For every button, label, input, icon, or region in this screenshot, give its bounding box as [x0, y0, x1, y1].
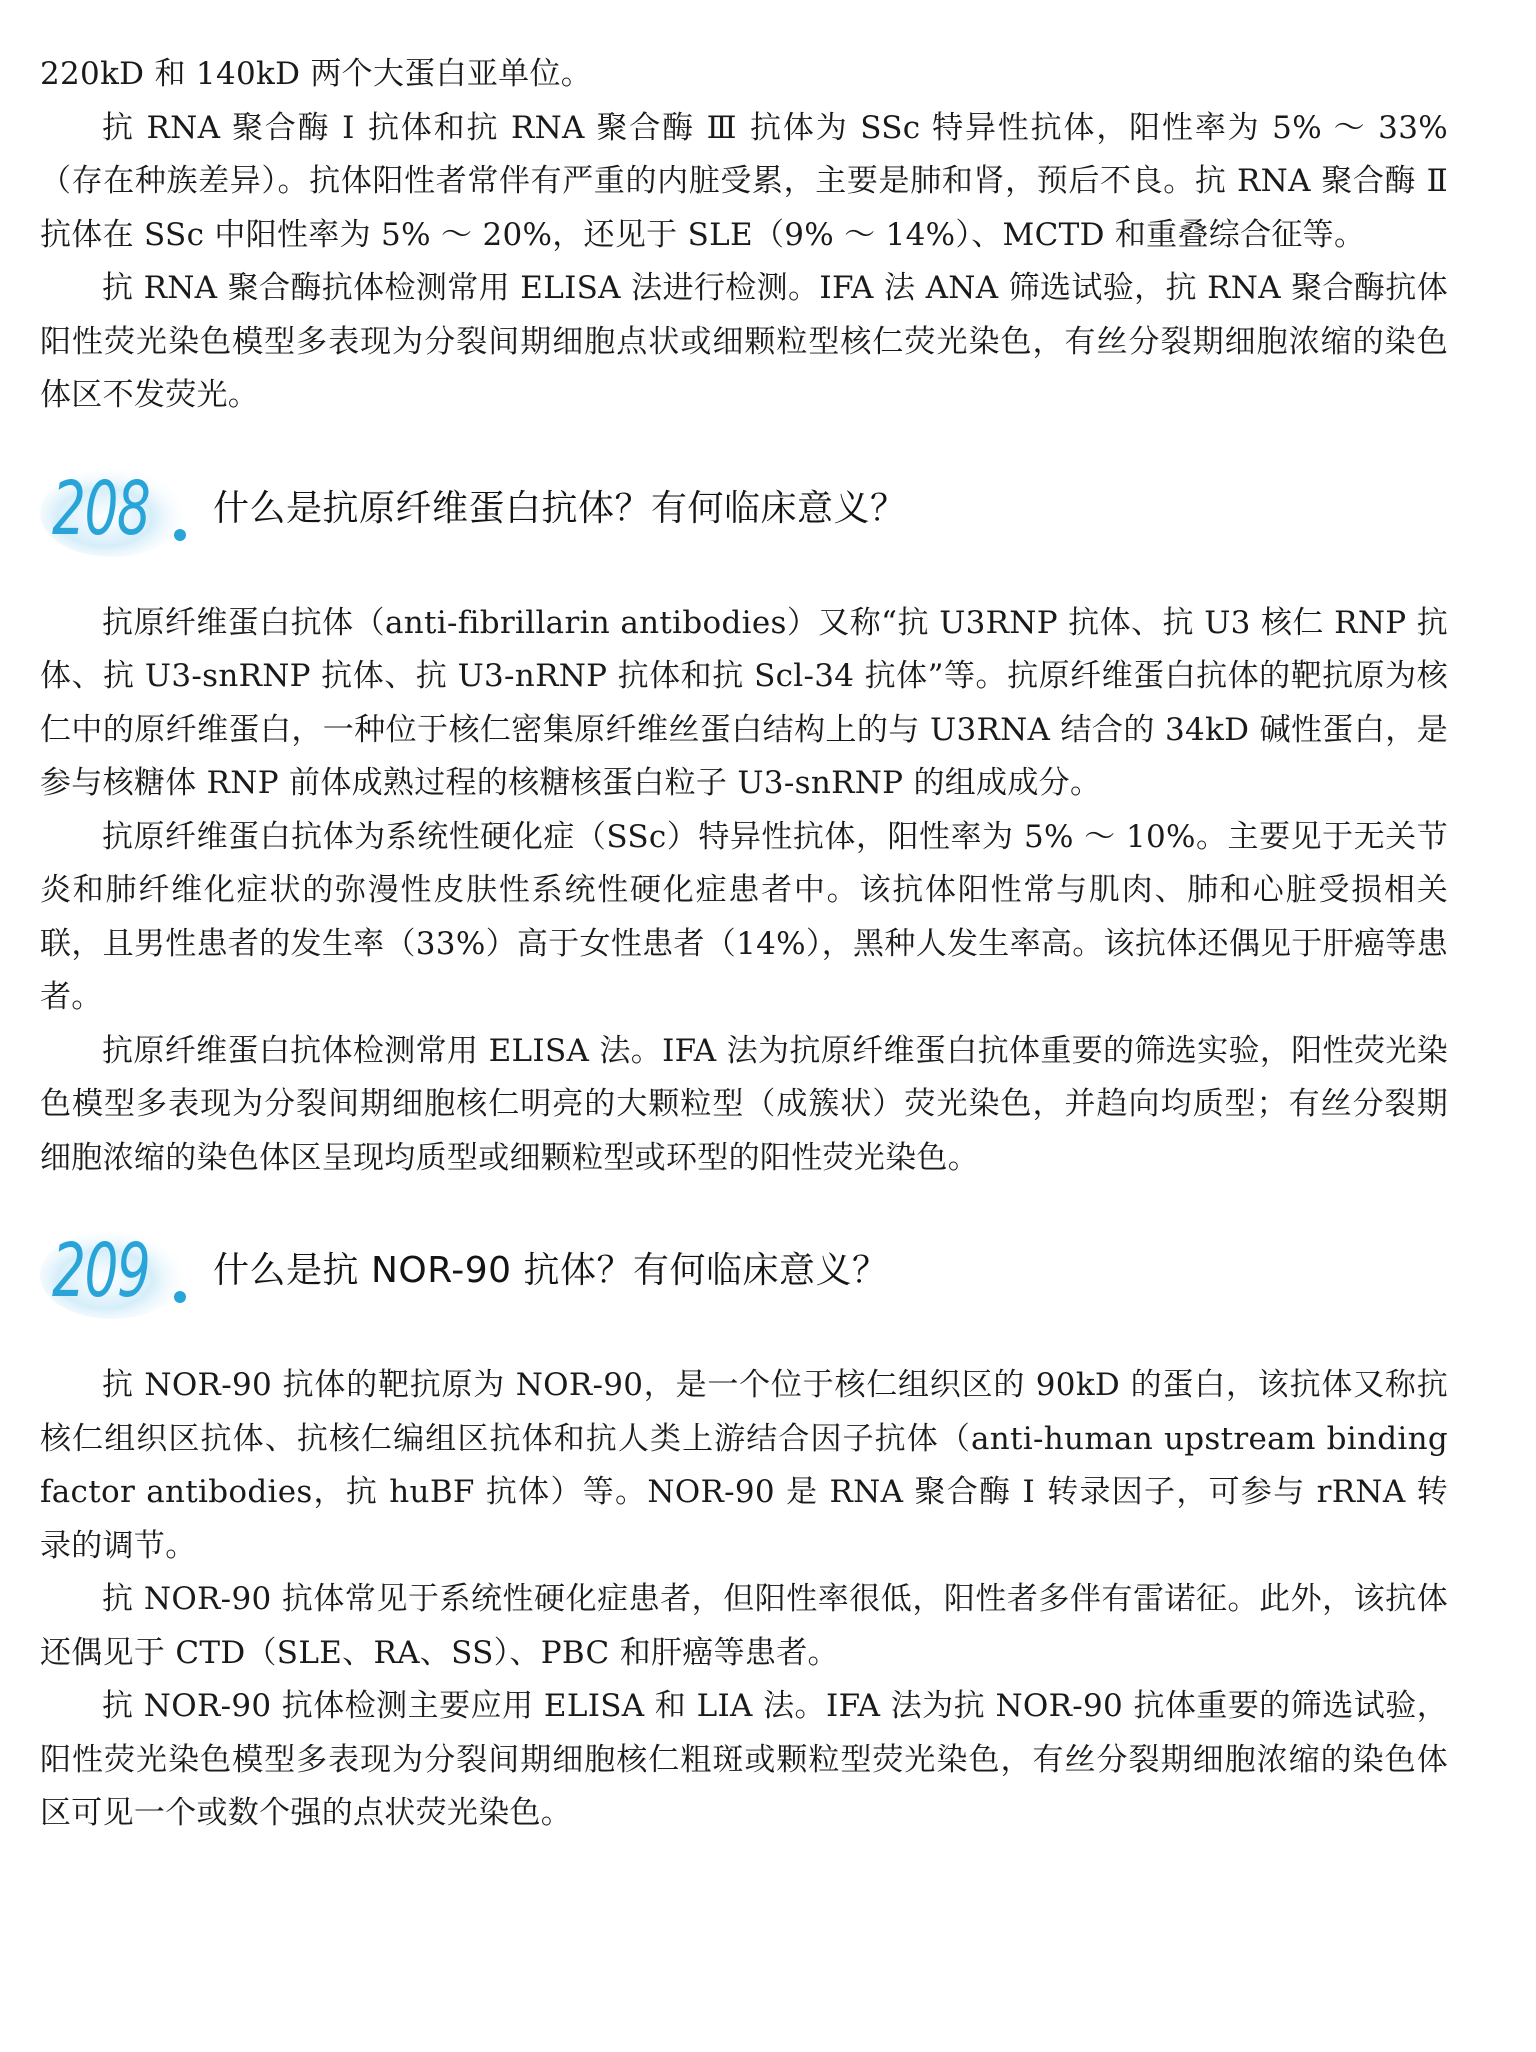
section-208-number: 208 — [52, 465, 150, 552]
intro-paragraph-1: 220kD 和 140kD 两个大蛋白亚单位。 — [40, 56, 593, 92]
section-208-paragraph-2: 抗原纤维蛋白抗体为系统性硬化症（SSc）特异性抗体，阳性率为 5% ～ 10%。主要见于无关节炎和肺纤维化症状的弥漫性皮肤性系统性硬化症患者中。该抗体阳性常与肌肉、肺和心脏受损相关联，且男性患者的发生率（33%）高于女性患者（14%），黑种人发生率高。该抗体还偶见于肝癌等患者。 — [40, 818, 1448, 1015]
section-208-title: 什么是抗原纤维蛋白抗体？有何临床意义？ — [213, 487, 907, 529]
section-208-number-badge — [40, 459, 205, 559]
section-209-paragraph-2: 抗 NOR-90 抗体常见于系统性硬化症患者，但阳性率很低，阳性者多伴有雷诺征。此外，该抗体还偶见于 CTD（SLE、RA、SS）、PBC 和肝癌等患者。 — [40, 1581, 1448, 1671]
intro-paragraph-3: 抗 RNA 聚合酶抗体检测常用 ELISA 法进行检测。IFA 法 ANA 筛选试验，抗 RNA 聚合酶抗体阳性荧光染色模型多表现为分裂间期细胞点状或细颗粒型核仁荧光染色，有丝分裂期细胞浓缩的染色体区不发荧光。 — [40, 270, 1448, 413]
section-209-title: 什么是抗 NOR-90 抗体？有何临床意义？ — [213, 1250, 889, 1292]
section-209-number: 209 — [52, 1228, 150, 1314]
intro-paragraph-2: 抗 RNA 聚合酶 Ⅰ 抗体和抗 RNA 聚合酶 Ⅲ 抗体为 SSc 特异性抗体，阳性率为 5% ～ 33%（存在种族差异）。抗体阳性者常伴有严重的内脏受累，主要是肺和肾，预后不良。抗 RNA 聚合酶 Ⅱ 抗体在 SSc 中阳性率为 5% ～ 20%，还见于 SLE（9% ～ 14%）、MCTD 和重叠综合征等。 — [40, 109, 1448, 253]
section-209-heading — [40, 1221, 1448, 1321]
section-208-paragraph-3: 抗原纤维蛋白抗体检测常用 ELISA 法。IFA 法为抗原纤维蛋白抗体重要的筛选实验，阳性荧光染色模型多表现为分裂间期细胞核仁明亮的大颗粒型（成簇状）荧光染色，并趋向均质型；有丝分裂期细胞浓缩的染色体区呈现均质型或细颗粒型或环型的阳性荧光染色。 — [40, 1032, 1448, 1176]
section-208-paragraph-1: 抗原纤维蛋白抗体（anti-fibrillarin antibodies）又称“抗 U3RNP 抗体、抗 U3 核仁 RNP 抗体、抗 U3-snRNP 抗体、抗 U3-nRNP 抗体和抗 Scl-34 抗体”等。抗原纤维蛋白抗体的靶抗原为核仁中的原纤维蛋白，一种位于核仁密集原纤维丝蛋白结构上的与 U3RNA 结合的 34kD 碱性蛋白，是参与核糖体 RNP 前体成熟过程的核糖核蛋白粒子 U3-snRNP 的组成成分。 — [40, 604, 1448, 801]
section-209-paragraph-3: 抗 NOR-90 抗体检测主要应用 ELISA 和 LIA 法。IFA 法为抗 NOR-90 抗体重要的筛选试验，阳性荧光染色模型多表现为分裂间期细胞核仁粗斑或颗粒型荧光染色，有丝分裂期细胞浓缩的染色体区可见一个或数个强的点状荧光染色。 — [40, 1688, 1448, 1831]
section-209-paragraph-1: 抗 NOR-90 抗体的靶抗原为 NOR-90，是一个位于核仁组织区的 90kD 的蛋白，该抗体又称抗核仁组织区抗体、抗核仁编组区抗体和抗人类上游结合因子抗体（anti-human upstream binding factor antibodies，抗 huBF 抗体）等。NOR-90 是 RNA 聚合酶 Ⅰ 转录因子，可参与 rRNA 转录的调节。 — [40, 1367, 1448, 1564]
page-content — [40, 48, 1448, 1841]
section-209-number-badge — [40, 1221, 205, 1321]
section-208-heading — [40, 459, 1448, 559]
